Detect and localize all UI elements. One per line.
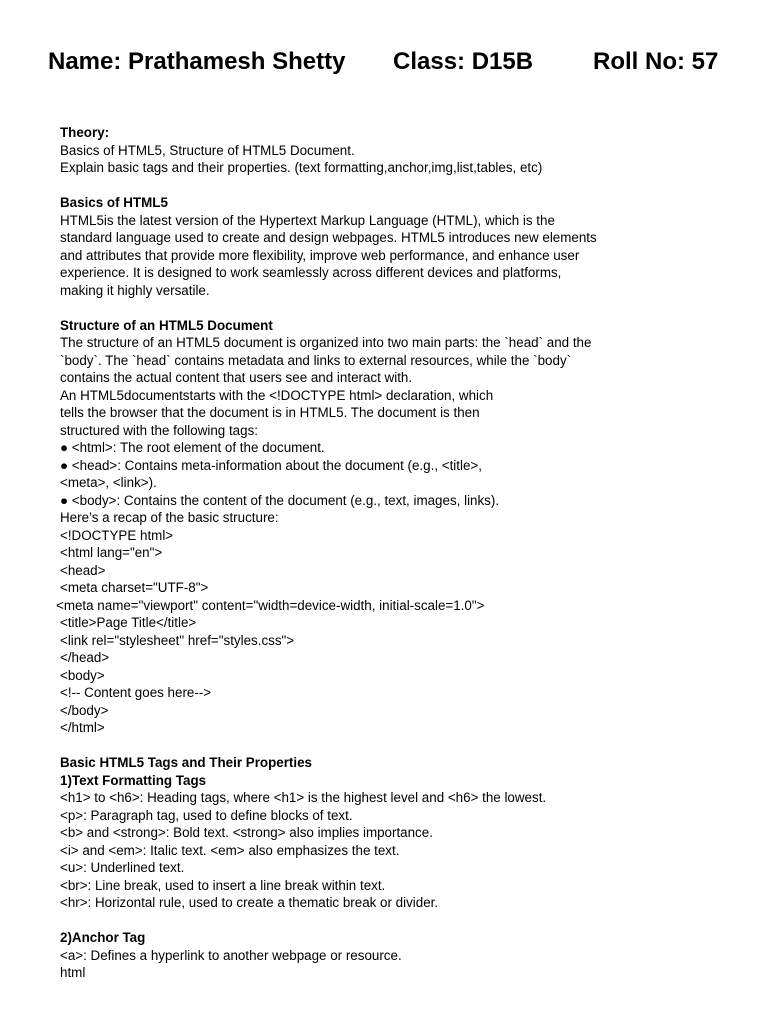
- text-line: and attributes that provide more flexibility, improve web performance, and enhance user: [60, 247, 580, 263]
- text-line: <u>: Underlined text.: [60, 860, 185, 875]
- text-line: ● <html>: The root element of the document.: [60, 440, 325, 455]
- text-line: <i> and <em>: Italic text. <em> also emphasizes the text.: [60, 842, 400, 858]
- text-line: <p>: Paragraph tag, used to define blocks of text.: [60, 807, 353, 823]
- text-line: <a>: Defines a hyperlink to another webpage or resource.: [60, 947, 402, 963]
- text-line: <meta>, <link>).: [60, 475, 157, 490]
- text-line: tells the browser that the document is in HTML5. The document is then: [60, 405, 480, 420]
- text-line: Explain basic tags and their properties. (text formatting,anchor,img,list,tables, etc): [60, 160, 543, 175]
- student-name: Name: Prathamesh Shetty: [48, 48, 346, 75]
- text-line: The structure of an HTML5 document is organized into two main parts: the `head` and the: [60, 335, 592, 350]
- text-line: <h1> to <h6>: Heading tags, where <h1> is the highest level and <h6> the lowest.: [60, 790, 547, 805]
- section-heading: 2)Anchor Tag: [60, 930, 146, 945]
- section-heading: Basics of HTML5: [60, 195, 168, 210]
- text-line: </head>: [60, 650, 110, 665]
- text-line: An HTML5documentstarts with the <!DOCTYPE html> declaration, which: [60, 387, 494, 403]
- text-line: ● <body>: Contains the content of the document (e.g., text, images, links).: [60, 492, 500, 508]
- blank-line: [60, 912, 750, 930]
- section-heading: Basic HTML5 Tags and Their Properties: [60, 755, 313, 770]
- text-line: making it highly versatile.: [60, 282, 210, 298]
- document-body: [56, 124, 750, 982]
- text-line: standard language used to create and design webpages. HTML5 introduces new elements: [60, 230, 597, 245]
- text-line: HTML5is the latest version of the Hypertext Markup Language (HTML), which is the: [60, 212, 555, 228]
- section-heading: Theory:: [60, 125, 110, 140]
- text-line: ● <head>: Contains meta-information about the document (e.g., <title>,: [60, 457, 482, 473]
- text-line: <!DOCTYPE html>: [60, 527, 174, 543]
- blank-line: [60, 299, 750, 317]
- student-roll-number: Roll No: 57: [593, 48, 719, 75]
- text-line: <meta name="viewport" content="width=device-width, initial-scale=1.0">: [56, 597, 485, 613]
- text-line: <br>: Line break, used to insert a line break within text.: [60, 877, 386, 893]
- section-heading: Structure of an HTML5 Document: [60, 317, 273, 333]
- text-line: </html>: [60, 720, 105, 735]
- text-line: <head>: [60, 562, 106, 578]
- section-heading: 1)Text Formatting Tags: [60, 772, 207, 788]
- text-line: <title>Page Title</title>: [60, 615, 197, 630]
- student-class: Class: D15B: [393, 48, 534, 75]
- text-line: Here’s a recap of the basic structure:: [60, 510, 279, 525]
- text-line: <b> and <strong>: Bold text. <strong> also implies importance.: [60, 825, 433, 840]
- text-line: </body>: [60, 702, 109, 718]
- text-line: html: [60, 965, 86, 980]
- page-header: [48, 48, 728, 82]
- text-line: <link rel="stylesheet" href="styles.css">: [60, 632, 295, 648]
- text-line: <body>: [60, 667, 105, 683]
- text-line: contains the actual content that users see and interact with.: [60, 370, 413, 385]
- text-line: <!-- Content goes here-->: [60, 685, 212, 700]
- text-line: Basics of HTML5, Structure of HTML5 Document.: [60, 142, 355, 158]
- blank-line: [60, 177, 750, 195]
- blank-line: [60, 737, 750, 755]
- text-line: structured with the following tags:: [60, 422, 258, 438]
- text-line: <hr>: Horizontal rule, used to create a thematic break or divider.: [60, 895, 439, 910]
- text-line: experience. It is designed to work seamlessly across different devices and platforms,: [60, 265, 562, 280]
- text-line: `body`. The `head` contains metadata and links to external resources, while the `body`: [60, 352, 572, 368]
- text-line: <html lang="en">: [60, 545, 163, 560]
- text-line: <meta charset="UTF-8">: [60, 580, 209, 595]
